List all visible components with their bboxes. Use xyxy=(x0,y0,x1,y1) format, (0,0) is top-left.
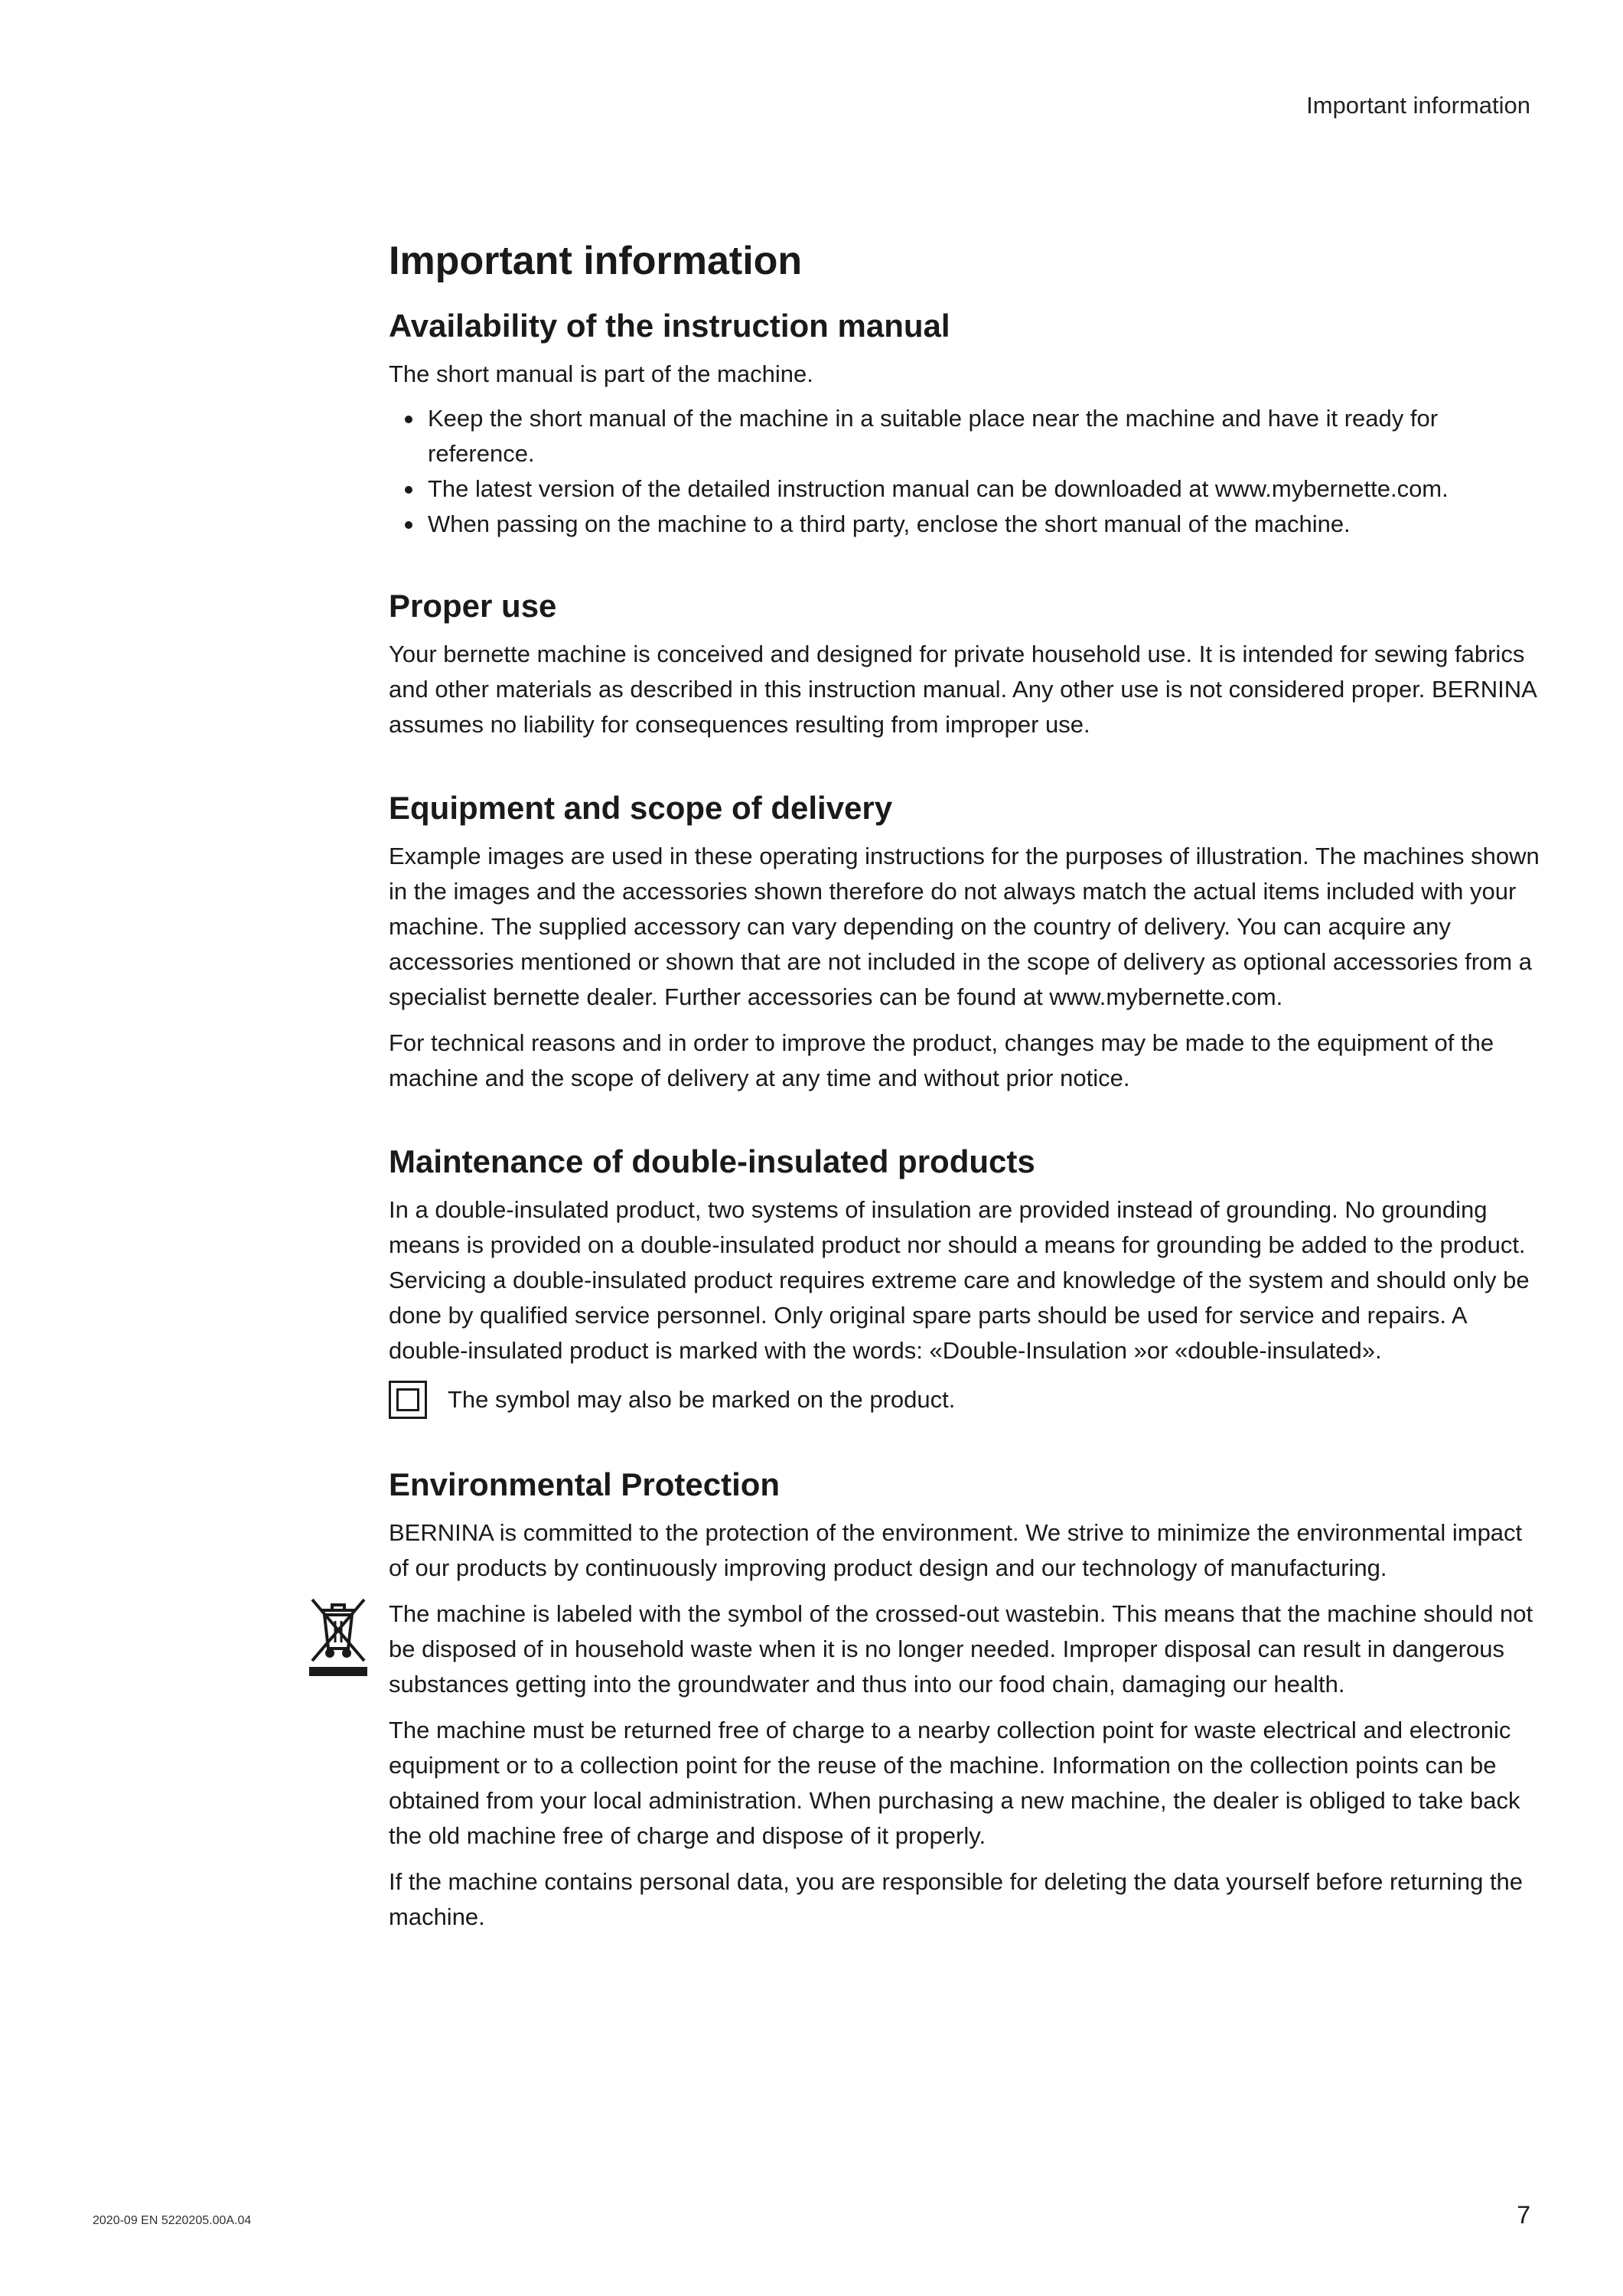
section-heading-environment: Environmental Protection xyxy=(389,1466,781,1502)
page-content xyxy=(389,228,1540,1935)
environment-paragraph: If the machine contains personal data, you are responsible for deleting the data yourself before returning the machine. xyxy=(389,1868,1524,1930)
list-item: Keep the short manual of the machine in a suitable place near the machine and have it ready for reference. xyxy=(389,401,1540,471)
page-title: Important information xyxy=(389,239,803,283)
page-number: 7 xyxy=(1517,2201,1530,2229)
equipment-paragraph: For technical reasons and in order to improve the product, changes may be made to the equipment of the machine and the scope of delivery at any time and without prior notice. xyxy=(389,1029,1494,1091)
maintenance-paragraph: In a double-insulated product, two systems of insulation are provided instead of grounding. No grounding means is provided on a double-insulated product nor should a means for grounding be added to the product. Servicing a double-insulated product requires extreme care and knowledge of the system and should only be done by qualified service personnel. Only original spare parts should be used for service and repairs. A double-insulated product is marked with the words: «Double-Insulation »or «double-insulated». xyxy=(389,1196,1530,1364)
proper-use-paragraph: Your bernette machine is conceived and designed for private household use. It is intended for sewing fabrics and other materials as described in this instruction manual. Any other use is not considered proper. BERNINA assumes no liability for consequences resulting from improper use. xyxy=(389,641,1537,738)
equipment-paragraph: Example images are used in these operating instructions for the purposes of illustration. The machines shown in the images and the accessories shown therefore do not always match the actual items included with your machine. The supplied accessory can vary depending on the country of delivery. You can acquire any accessories mentioned or shown that are not included in the scope of delivery as optional accessories from a specialist bernette dealer. Further accessories can be found at www.mybernette.com. xyxy=(389,843,1540,1010)
list-item: The latest version of the detailed instruction manual can be downloaded at www.mybernette.com. xyxy=(389,471,1540,507)
weee-block xyxy=(389,1596,1540,1702)
double-insulation-note xyxy=(389,1381,1540,1419)
section-heading-proper-use: Proper use xyxy=(389,588,557,624)
section-heading-availability: Availability of the instruction manual xyxy=(389,308,950,344)
environment-paragraph: The machine must be returned free of charge to a nearby collection point for waste electrical and electronic equipment or to a collection point for the reuse of the machine. Information on the collection points can be obtained from your local administration. When purchasing a new machine, the dealer is obliged to take back the old machine free of charge and dispose of it properly. xyxy=(389,1717,1520,1849)
crossed-out-wastebin-icon xyxy=(308,1593,369,1678)
double-insulation-icon xyxy=(389,1381,427,1419)
section-heading-maintenance: Maintenance of double-insulated products xyxy=(389,1143,1035,1179)
running-header: Important information xyxy=(1306,92,1530,119)
symbol-note-text: The symbol may also be marked on the product. xyxy=(448,1386,956,1413)
availability-bullet-list xyxy=(389,401,1540,542)
document-code: 2020-09 EN 5220205.00A.04 xyxy=(93,2214,252,2227)
environment-paragraph: The machine is labeled with the symbol of the crossed-out wastebin. This means that the machine should not be disposed of in household waste when it is no longer needed. Improper disposal can result in dangerous substances getting into the groundwater and thus into our food chain, damaging our health. xyxy=(389,1600,1533,1698)
availability-intro: The short manual is part of the machine. xyxy=(389,360,813,387)
list-item: When passing on the machine to a third party, enclose the short manual of the machine. xyxy=(389,507,1540,542)
environment-paragraph: BERNINA is committed to the protection of the environment. We strive to minimize the environmental impact of our products by continuously improving product design and our technology of manufacturing. xyxy=(389,1519,1523,1581)
section-heading-equipment: Equipment and scope of delivery xyxy=(389,790,893,826)
